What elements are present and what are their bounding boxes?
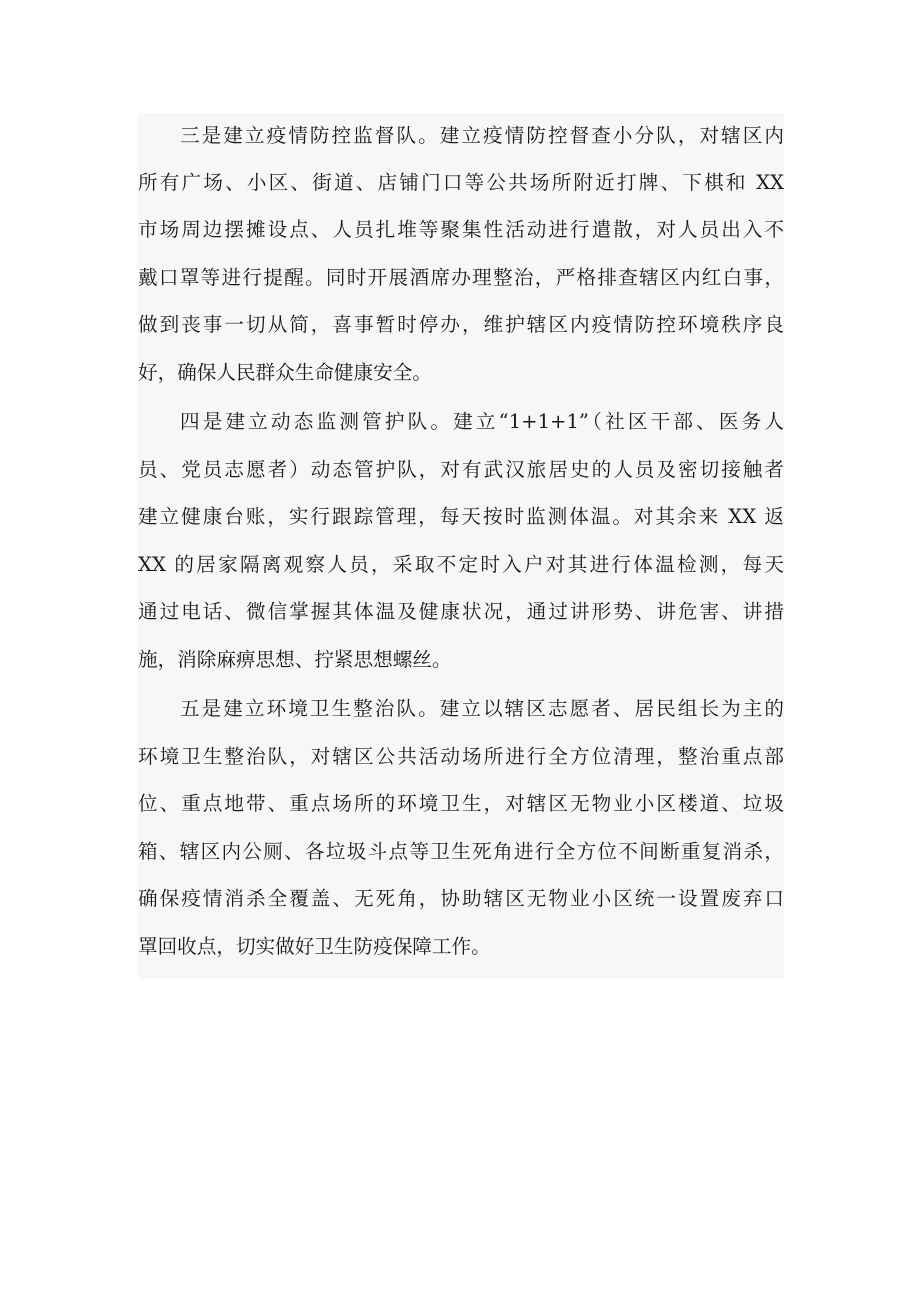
paragraph-1-line-3: 市场周边摆摊设点、人员扎堆等聚集性活动进行遣散，对人员出入不	[138, 218, 784, 241]
paragraph-3-line-2: 环境卫生整治队，对辖区公共活动场所进行全方位清理，整治重点部	[138, 745, 784, 768]
paragraph-2-line-1: 四是建立动态监测管护队。建立“1+1+1”（社区干部、医务人	[180, 410, 784, 433]
paragraph-3-line-3: 位、重点地带、重点场所的环境卫生，对辖区无物业小区楼道、垃圾	[138, 792, 784, 815]
paragraph-2-line-4: XX 的居家隔离观察人员，采取不定时入户对其进行体温检测，每天	[138, 553, 784, 576]
paragraph-1-line-4: 戴口罩等进行提醒。同时开展酒席办理整治，严格排查辖区内红白事，	[138, 266, 784, 289]
paragraph-2-line-3: 建立健康台账，实行跟踪管理，每天按时监测体温。对其余来 XX 返	[138, 505, 784, 528]
paragraph-3-line-4: 箱、辖区内公厕、各垃圾斗点等卫生死角进行全方位不间断重复消杀，	[138, 840, 784, 863]
paragraph-2-line-5: 通过电话、微信掌握其体温及健康状况，通过讲形势、讲危害、讲措	[138, 600, 784, 623]
paragraph-3-line-6: 罩回收点，切实做好卫生防疫保障工作。	[138, 935, 491, 958]
paragraph-1-line-1: 三是建立疫情防控监督队。建立疫情防控督查小分队，对辖区内	[180, 124, 784, 147]
paragraph-1-line-5: 做到丧事一切从简，喜事暂时停办，维护辖区内疫情防控环境秩序良	[138, 313, 784, 336]
paragraph-3-line-1: 五是建立环境卫生整治队。建立以辖区志愿者、居民组长为主的	[180, 697, 784, 720]
paragraph-2-line-2: 员、党员志愿者）动态管护队，对有武汉旅居史的人员及密切接触者	[138, 458, 784, 481]
document-body	[138, 113, 784, 979]
paragraph-1-line-2: 所有广场、小区、街道、店铺门口等公共场所附近打牌、下棋和 XX	[138, 171, 784, 194]
paragraph-2-line-6: 施，消除麻痹思想、拧紧思想螺丝。	[138, 648, 452, 671]
paragraph-1-line-6: 好，确保人民群众生命健康安全。	[138, 361, 432, 384]
paragraph-3-line-5: 确保疫情消杀全覆盖、无死角，协助辖区无物业小区统一设置废弃口	[138, 887, 784, 910]
